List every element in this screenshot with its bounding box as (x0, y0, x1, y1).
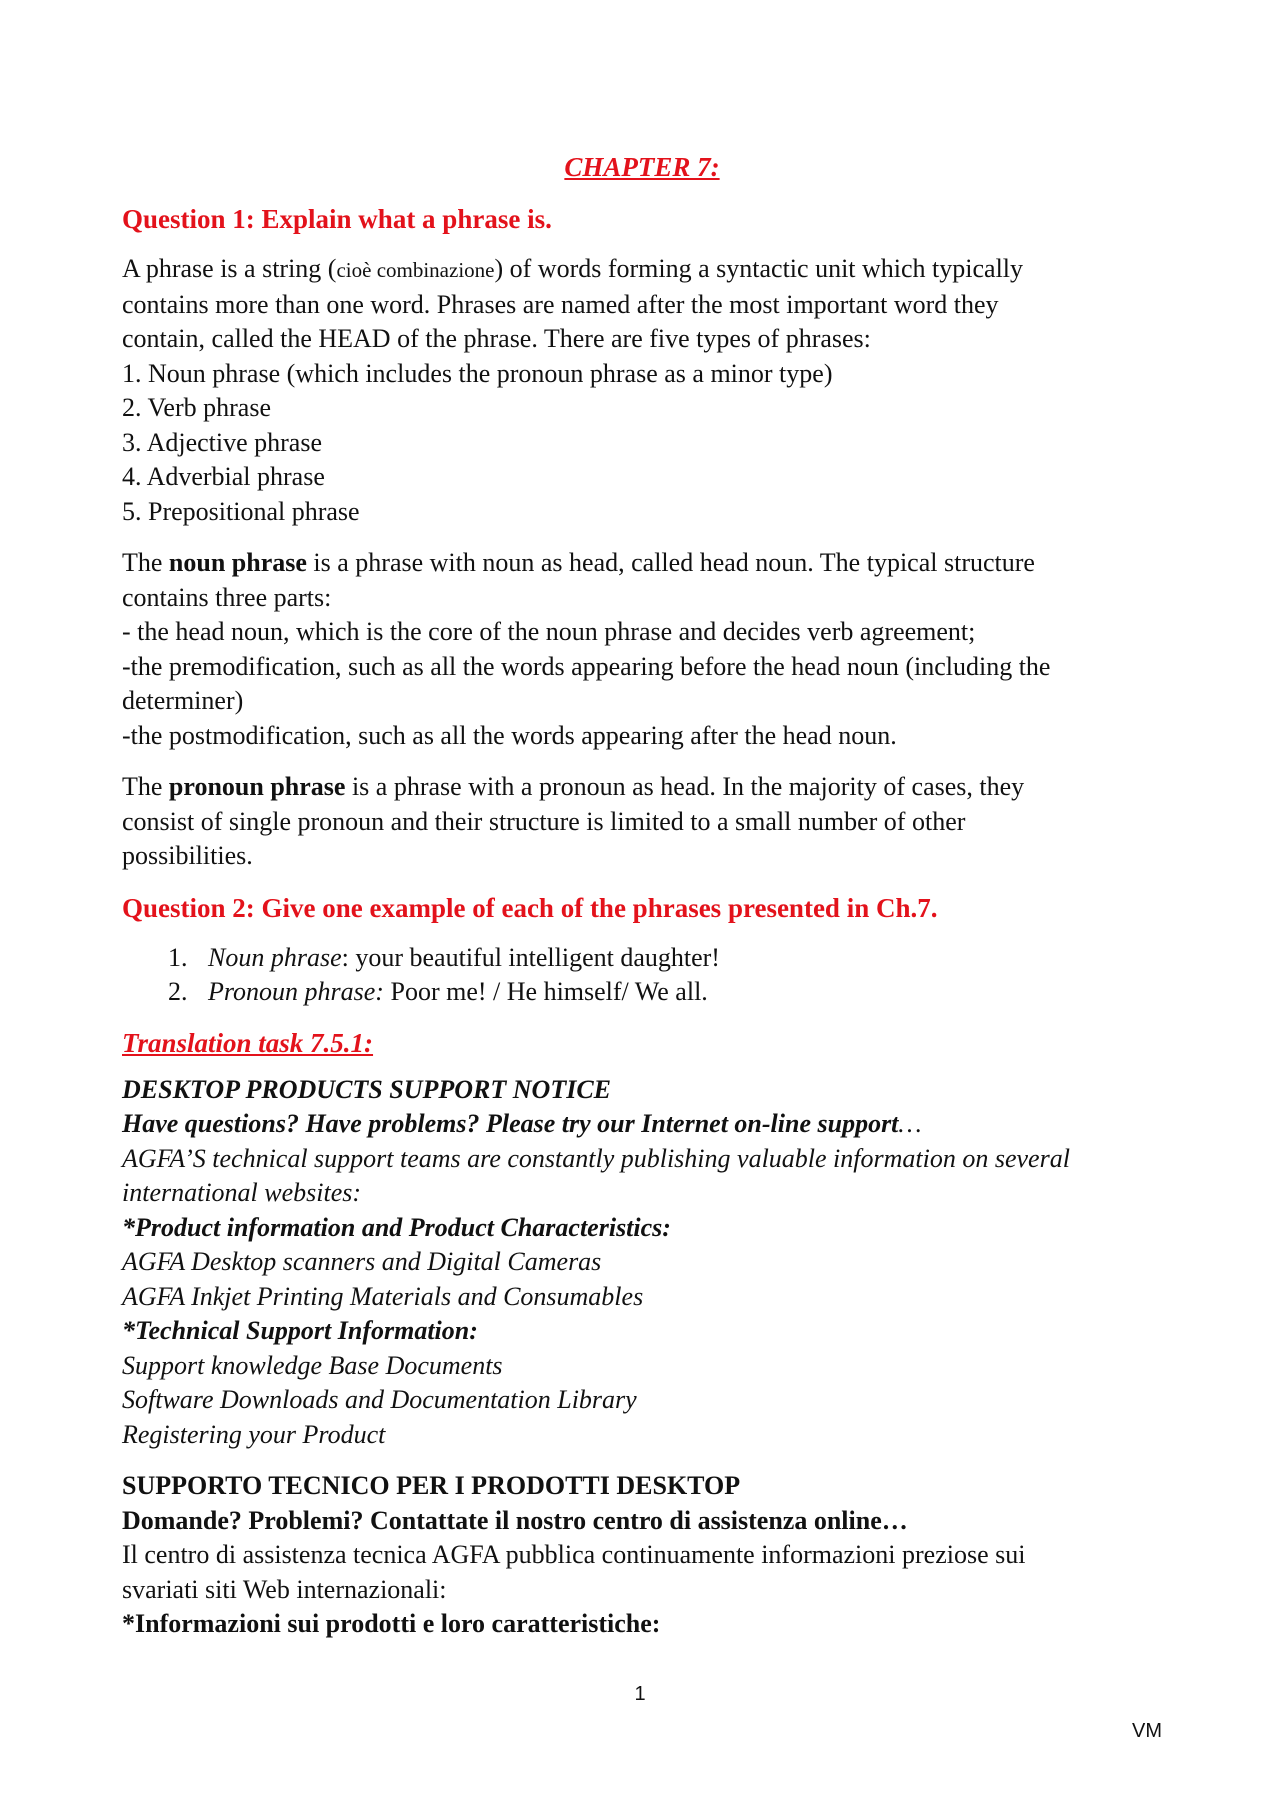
example-label: Pronoun phrase: (208, 977, 384, 1006)
noun-phrase-line: determiner) (122, 686, 244, 715)
example-text: your beautiful intelligent daughter! (348, 942, 720, 972)
noun-phrase-line-1: The noun phrase is a phrase with noun as head, called head noun. The typical structure (122, 548, 1035, 577)
pronoun-phrase-line: possibilities. (122, 841, 253, 870)
italian-section-1: *Informazioni sui prodotti e loro caratteristiche: (122, 1609, 661, 1638)
noun-phrase-line: -the premodification, such as all the words appearing before the head noun (including the (122, 651, 1051, 681)
definition-line: 5. Prepositional phrase (122, 496, 360, 526)
english-section-1-item: AGFA Inkjet Printing Materials and Consumables (122, 1281, 644, 1311)
question-2-title: Question 2: Give one example of each of the phrases presented in Ch.7. (122, 892, 938, 923)
noun-phrase-term: noun phrase (168, 548, 307, 577)
noun-phrase-lines (122, 581, 1162, 754)
definition-line: 3. Adjective phrase (122, 427, 322, 457)
pronoun-phrase-term: pronoun phrase (168, 772, 346, 801)
definition-line: contains more than one word. Phrases are named after the most important word they (122, 289, 999, 319)
english-section-1-items (122, 1245, 1162, 1314)
translation-task-title: Translation task 7.5.1: (122, 1027, 374, 1058)
english-body-line: AGFA’S technical support teams are constantly publishing valuable information on several (122, 1143, 1070, 1173)
english-notice (122, 1073, 1162, 1453)
english-section-1: *Product information and Product Characteristics: (122, 1212, 671, 1242)
italian-subheading: Domande? Problemi? Contattate il nostro centro di assistenza online… (122, 1505, 908, 1535)
pronoun-phrase-line: consist of single pronoun and their structure is limited to a small number of other (122, 806, 966, 836)
definition-line: contain, called the HEAD of the phrase. There are five types of phrases: (122, 324, 871, 353)
english-section-2: *Technical Support Information: (122, 1316, 478, 1345)
noun-phrase-line: -the postmodification, such as all the words appearing after the head noun. (122, 720, 897, 750)
english-section-2-items (122, 1349, 1162, 1453)
italian-body-line: svariati siti Web internazionali: (122, 1574, 447, 1604)
pronoun-phrase-paragraph (122, 770, 1162, 874)
definition-line: 4. Adverbial phrase (122, 462, 325, 491)
example-text: Poor me! / He himself/ We all. (383, 977, 708, 1006)
question-1-title: Question 1: Explain what a phrase is. (122, 204, 552, 234)
author-initials: VM (1132, 1720, 1162, 1742)
english-section-2-item: Support knowledge Base Documents (122, 1350, 503, 1380)
page-number: 1 (634, 1683, 646, 1705)
definition-line: 1. Noun phrase (which includes the pronoun phrase as a minor type) (122, 358, 833, 388)
italian-notice (122, 1469, 1162, 1642)
example-item (168, 941, 1162, 976)
noun-phrase-line: - the head noun, which is the core of the noun phrase and decides verb agreement; (122, 617, 976, 646)
example-number: 2. (168, 977, 188, 1006)
italian-heading: SUPPORTO TECNICO PER I PRODOTTI DESKTOP (122, 1471, 741, 1500)
pronoun-phrase-line-1: The pronoun phrase is a phrase with a pronoun as head. In the majority of cases, they (122, 772, 1025, 801)
chapter-title: CHAPTER 7: (564, 152, 720, 182)
noun-phrase-line: contains three parts: (122, 582, 332, 612)
noun-phrase-paragraph (122, 546, 1162, 753)
english-section-2-item: Registering your Product (122, 1419, 386, 1449)
phrase-definition (122, 252, 1162, 529)
example-label: Noun phrase (208, 942, 342, 972)
italian-note: cioè combinazione (336, 258, 495, 282)
english-body (122, 1142, 1162, 1211)
italian-body-line: Il centro di assistenza tecnica AGFA pubblica continuamente informazioni preziose sui (122, 1540, 1026, 1569)
english-body-line: international websites: (122, 1178, 362, 1207)
pronoun-phrase-lines (122, 805, 1162, 874)
english-section-2-item: Software Downloads and Documentation Library (122, 1385, 637, 1414)
document-page (122, 150, 1162, 1642)
definition-line-1: A phrase is a string (cioè combinazione) of words forming a syntactic unit which typically (122, 254, 1024, 283)
italian-body (122, 1538, 1162, 1607)
example-separator: : (341, 942, 349, 972)
example-number: 1. (168, 942, 188, 972)
definition-line: 2. Verb phrase (122, 393, 271, 422)
english-heading: DESKTOP PRODUCTS SUPPORT NOTICE (122, 1074, 611, 1104)
definition-lines (122, 288, 1162, 530)
examples-list (122, 941, 1162, 1010)
example-item (168, 975, 1162, 1010)
english-subheading: Have questions? Have problems? Please try our Internet on-line support… (122, 1109, 922, 1138)
english-section-1-item: AGFA Desktop scanners and Digital Cameras (122, 1247, 602, 1276)
